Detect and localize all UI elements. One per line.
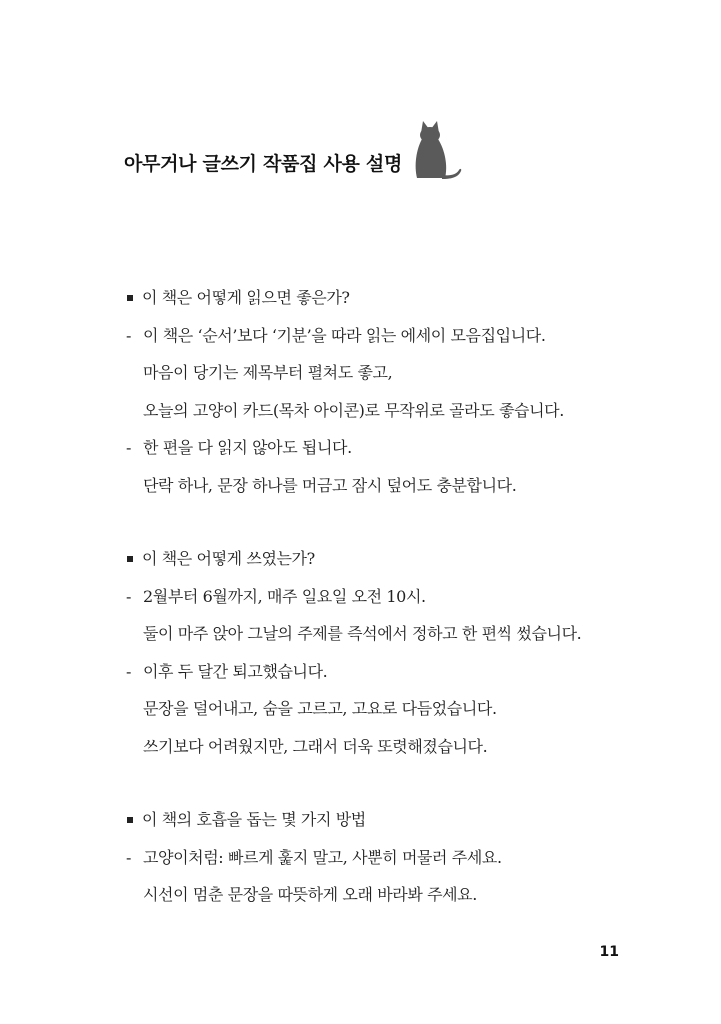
paragraph-line — [126, 615, 646, 653]
section-question — [126, 279, 646, 317]
title-row — [124, 112, 462, 182]
paragraph-line — [126, 317, 646, 355]
line-text: 둘이 마주 앉아 그날의 주제를 즉석에서 정하고 한 편씩 썼습니다. — [143, 624, 582, 643]
sections — [126, 279, 646, 950]
line-text: 이 책은 ‘순서’보다 ‘기분’을 따라 읽는 에세이 모음집입니다. — [143, 325, 546, 345]
paragraph-line — [126, 728, 646, 766]
paragraph-line — [126, 429, 646, 467]
paragraph-line — [126, 354, 646, 392]
line-text: 한 편을 다 읽지 않아도 됩니다. — [143, 438, 352, 457]
line-text: 이후 두 달간 퇴고했습니다. — [143, 661, 328, 681]
line-text: 쓰기보다 어려웠지만, 그래서 더욱 또렷해졌습니다. — [143, 736, 488, 756]
dash-marker: - — [126, 325, 132, 345]
cat-silhouette-icon — [412, 120, 462, 182]
section — [126, 540, 646, 765]
page-number: 11 — [599, 944, 619, 960]
line-text: 2월부터 6월까지, 매주 일요일 오전 10시. — [143, 586, 426, 606]
line-text: 시선이 멈춘 문장을 따뜻하게 오래 바라봐 주세요. — [143, 885, 477, 904]
section-question — [126, 540, 646, 578]
dash-marker: - — [126, 586, 132, 606]
line-text: 오늘의 고양이 카드(목차 아이콘)로 무작위로 골라도 좋습니다. — [143, 400, 564, 420]
paragraph-line — [126, 876, 646, 914]
square-bullet-icon — [127, 556, 133, 562]
line-text: 문장을 덜어내고, 숨을 고르고, 고요로 다듬었습니다. — [143, 699, 497, 718]
page-title: 아무거나 글쓰기 작품집 사용 설명 — [124, 153, 403, 175]
square-bullet-icon — [127, 295, 133, 301]
section — [126, 801, 646, 914]
section-question — [126, 801, 646, 839]
paragraph-line — [126, 467, 646, 505]
dash-marker: - — [126, 847, 132, 867]
question-text: 이 책은 어떻게 읽으면 좋은가? — [142, 288, 350, 307]
dash-marker: - — [126, 661, 132, 681]
paragraph-line — [126, 392, 646, 430]
paragraph-line — [126, 653, 646, 691]
paragraph-line — [126, 578, 646, 616]
line-text: 마음이 당기는 제목부터 펼쳐도 좋고, — [143, 363, 393, 382]
question-text: 이 책은 어떻게 쓰였는가? — [142, 549, 315, 568]
square-bullet-icon — [127, 817, 133, 823]
dash-marker: - — [126, 438, 132, 457]
line-text: 고양이처럼: 빠르게 훑지 말고, 사뿐히 머물러 주세요. — [143, 847, 502, 867]
section — [126, 279, 646, 504]
question-text: 이 책의 호흡을 돕는 몇 가지 방법 — [142, 810, 366, 829]
paragraph-line — [126, 690, 646, 728]
line-text: 단락 하나, 문장 하나를 머금고 잠시 덮어도 충분합니다. — [143, 475, 517, 495]
paragraph-line — [126, 839, 646, 877]
